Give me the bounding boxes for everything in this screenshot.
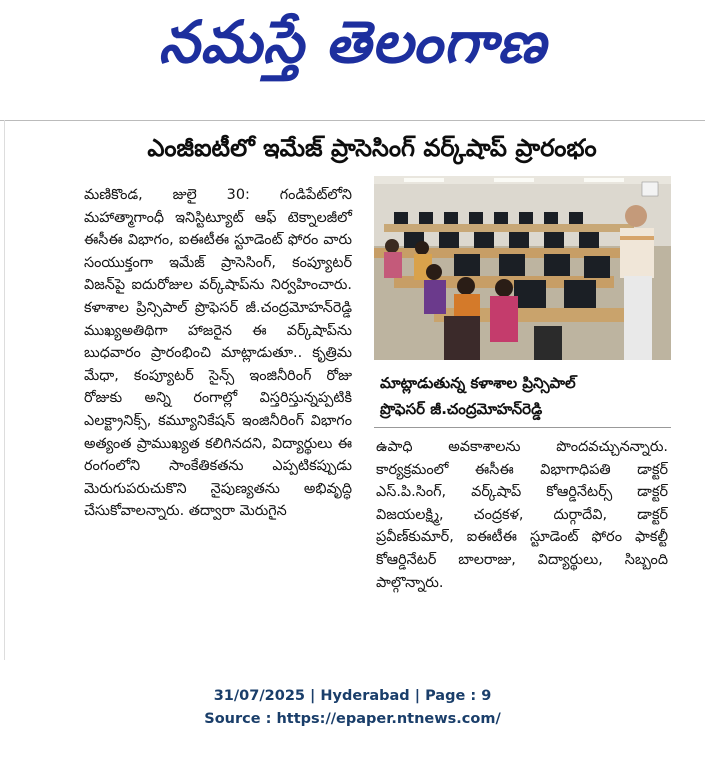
clipping-left-border — [4, 120, 5, 660]
article-photo — [374, 176, 671, 360]
masthead — [0, 0, 705, 100]
article-body-left-column: మణికొండ, జులై 30: గండిపేట్‌లోని మహాత్మాగాంధీ ఇనిస్టిట్యూట్ ఆఫ్ టెక్నాలజీలో ఈసీఈ విభాగం, ఐఈటీఈ స్టూడెంట్ ఫోరం వారు సంయుక్తంగా ఇమేజ్ ప్రాసెసింగ్, కంప్యూటర్ విజన్‌పై ఐదురోజుల వర్క్‌షాప్‌ను నిర్వహించారు. కళాశాల ప్రిన్సిపాల్ ప్రొఫెసర్ జీ.చంద్రమోహన్‌రెడ్డి ముఖ్యఅతిథిగా హాజరైన ఈ వర్క్‌షాప్‌ను బుధవారం ప్రారంభించి మాట్లాడుతూ.. కృత్రిమ మేధా, కంప్యూటర్ సైన్స్ ఇంజినీరింగ్ రోజు రోజుకు అన్ని రంగాల్లో విస్తరిస్తున్నప్పటికి ఎలక్ట్రానిక్స్, కమ్యూనికేషన్ ఇంజినీరింగ్ విభాగం అత్యంత ప్రాముఖ్యత కలిగినదని, విద్యార్థులు ఈ రంగంలోని సాంకేతికతను ఎప్పటికప్పుడు మెరుగుపరుచుకొని నైపుణ్యతను అభివృద్ధి చేసుకోవాలన్నారు. తద్వారా మెరుగైన — [84, 187, 352, 520]
article-body-right-column: ఉపాధి అవకాశాలను పొందవచ్చునన్నారు. కార్యక్రమంలో ఈసీఈ విభాగాధిపతి డాక్టర్ ఎస్.పి.సింగ్, వర్క్‌షాప్ కోఆర్డినేటర్స్ డాక్టర్ విజయలక్ష్మి, చంద్రకళ, దుర్గాదేవి, డాక్టర్ ప్రవీణ్‌కుమార్, ఐఈటీఈ స్టూడెంట్ ఫోరం ఫాకల్టీ కోఆర్డినేటర్ బాలరాజు, విద్యార్థులు, సిబ్బంది పాల్గొన్నారు. — [376, 439, 668, 591]
classroom-photo-illustration — [374, 176, 671, 360]
newspaper-logo: నమస్తే తెలంగాణ — [158, 8, 547, 76]
clipping-top-border — [0, 120, 705, 121]
article-headline: ఎంజీఐటీలో ఇమేజ్ ప్రాసెసింగ్ వర్క్‌షాప్ ప్రారంభం — [147, 134, 597, 162]
photo-caption: మాట్లాడుతున్న కళాశాల ప్రిన్సిపాల్ ప్రొఫెసర్ జీ.చంద్రమోహన్‌రెడ్డి — [380, 374, 576, 418]
edition-info: 31/07/2025 | Hyderabad | Page : 9 — [213, 688, 492, 704]
caption-divider — [374, 427, 671, 428]
source-link[interactable]: Source : https://epaper.ntnews.com/ — [204, 711, 501, 727]
